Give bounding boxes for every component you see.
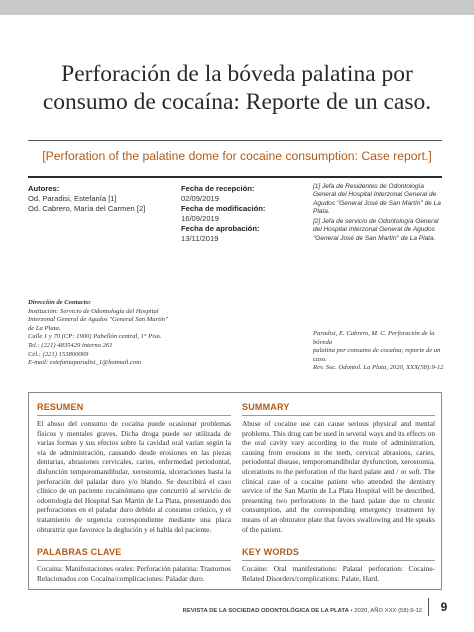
citation-line: Rev. Soc. Odontol. La Plata, 2020, XXX(58):9-12 bbox=[313, 364, 444, 372]
authors-label: Autores: bbox=[28, 184, 60, 193]
keywords-rule bbox=[242, 560, 435, 561]
page-number: 9 bbox=[440, 600, 448, 614]
journal-footer bbox=[172, 608, 422, 614]
header-divider bbox=[28, 176, 442, 178]
page-number-divider bbox=[428, 598, 429, 616]
affiliation-1: [1] Jefa de Residentes de Odontología General del Hospital Interzonal General de Agudos "General José de San Martín" de La Plata. bbox=[313, 183, 441, 215]
palabras-clave-heading: PALABRAS CLAVE bbox=[37, 547, 122, 557]
english-title: [Perforation of the palatine dome for cocaine consumption: Case report.] bbox=[42, 149, 432, 163]
dates-block bbox=[181, 184, 301, 244]
top-gray-bar bbox=[0, 0, 474, 15]
contact-label: Dirección de Contacto: bbox=[28, 299, 91, 306]
contact-line: Cel.: (221) 153800069 bbox=[28, 350, 89, 358]
summary-rule bbox=[242, 415, 435, 416]
title-divider bbox=[28, 140, 442, 141]
affiliation-2: [2] Jefa de servicio de Odontología General del Hospital Interzonal General de Agudos "General José de San Martín" de La Plata. bbox=[313, 218, 439, 242]
summary-heading: SUMMARY bbox=[242, 402, 290, 412]
journal-name: REVISTA DE LA SOCIEDAD ODONTOLÓGICA DE LA PLATA bbox=[182, 608, 349, 614]
approved-label: Fecha de aprobación: bbox=[181, 224, 260, 233]
contact-line: Interzonal General de Agudos "General San Martín" bbox=[28, 316, 168, 324]
resumen-heading: RESUMEN bbox=[37, 402, 84, 412]
received-date: 02/09/2019 bbox=[181, 194, 220, 203]
title-line-1: Perforación de la bóveda palatina por bbox=[61, 61, 413, 87]
approved-date: 13/11/2019 bbox=[181, 234, 219, 243]
journal-issue: • 2020, AÑO XXX (58):9-12 bbox=[348, 608, 422, 614]
citation-line: palatina por consumo de cocaína; reporte de un caso. bbox=[313, 347, 441, 363]
summary-text: Abuse of cocaine use can cause serious physical and mental problems. This drug can be used in several ways and its effects on the oral cavity vary according to the route of administration, causing from erosions in the teeth, cervical abrasions, caries, periodontal disease, temporomandibular dysfunction, xerostomia, ulcerations to the perforation of the hard palate and / or soft. The clinical case of a cocaine patient who attended the dentistry service of the San Martín de La Plata Hospital will be described, presenting two perforations in the hard palate due to chronic consumption, and the corresponding emergency treatment by means of an obturator plate that favors swallowing and He speaks of the patient. bbox=[242, 419, 435, 534]
author-1: Od. Paradisi, Estefanía [1] bbox=[28, 194, 117, 203]
received-label: Fecha de recepción: bbox=[181, 184, 255, 193]
author-2: Od. Cabrero, María del Carmen [2] bbox=[28, 204, 146, 213]
contact-email: E-mail: estefaniaparadisi_1@hotmail.com bbox=[28, 359, 142, 367]
contact-line: Institución: Servicio de Odontología del Hospital bbox=[28, 307, 159, 315]
resumen-rule bbox=[37, 415, 231, 416]
modified-label: Fecha de modificación: bbox=[181, 204, 266, 213]
article-title bbox=[20, 60, 454, 116]
contact-line: Calle 1 y 70 (CP: 1900) Pabellón central, 1° Piso. bbox=[28, 333, 162, 341]
contact-line: Tel.: (221) 4835429 interno 261 bbox=[28, 341, 113, 349]
authors-block bbox=[28, 184, 173, 214]
contact-line: de La Plata. bbox=[28, 324, 61, 332]
palabras-rule bbox=[37, 560, 231, 561]
modified-date: 16/09/2019 bbox=[181, 214, 220, 223]
palabras-clave-text: Cocaína: Manifestaciones orales: Perforación palatina: Trastornos Relacionados con Cocaína/complicaciones: Paladar duro. bbox=[37, 564, 231, 583]
citation-block bbox=[313, 330, 448, 373]
citation-line: Paradisi, E. Cabrero, M. C. Perforación de la bóveda bbox=[313, 330, 435, 346]
title-line-2: consumo de cocaína: Reporte de un caso. bbox=[42, 89, 432, 115]
resumen-text: El abuso del consumo de cocaína puede ocasionar problemas físicos y mentales graves. Dicha droga puede ser utilizada de varias formas y sus efectos sobre la cavidad oral varían según la vía de administración, causando desde erosiones en las piezas dentarias, abrasiones cervicales, caries, enfermedad periodontal, disfunción temporomandibular, xerostomía, ulceraciones hasta la perforación del paladar duro y/o blando. Se describirá el caso clínico de un paciente cocainómano que concurrió al servicio de odontología del Hospital San Martín de La Plata, presentando dos perforaciones en el paladar duro debido al consumo crónico, y el tratamiento de urgencia correspondiente mediante una placa obturatriz que favorece la deglución y el habla del paciente. bbox=[37, 419, 231, 534]
contact-block bbox=[28, 299, 178, 368]
keywords-text: Cocaine: Oral manifestations: Palatal perforation: Cocaine-Related Disorders/complications: Palate, Hard. bbox=[242, 564, 435, 583]
affiliations-block bbox=[313, 183, 443, 243]
keywords-heading: KEY WORDS bbox=[242, 547, 300, 557]
